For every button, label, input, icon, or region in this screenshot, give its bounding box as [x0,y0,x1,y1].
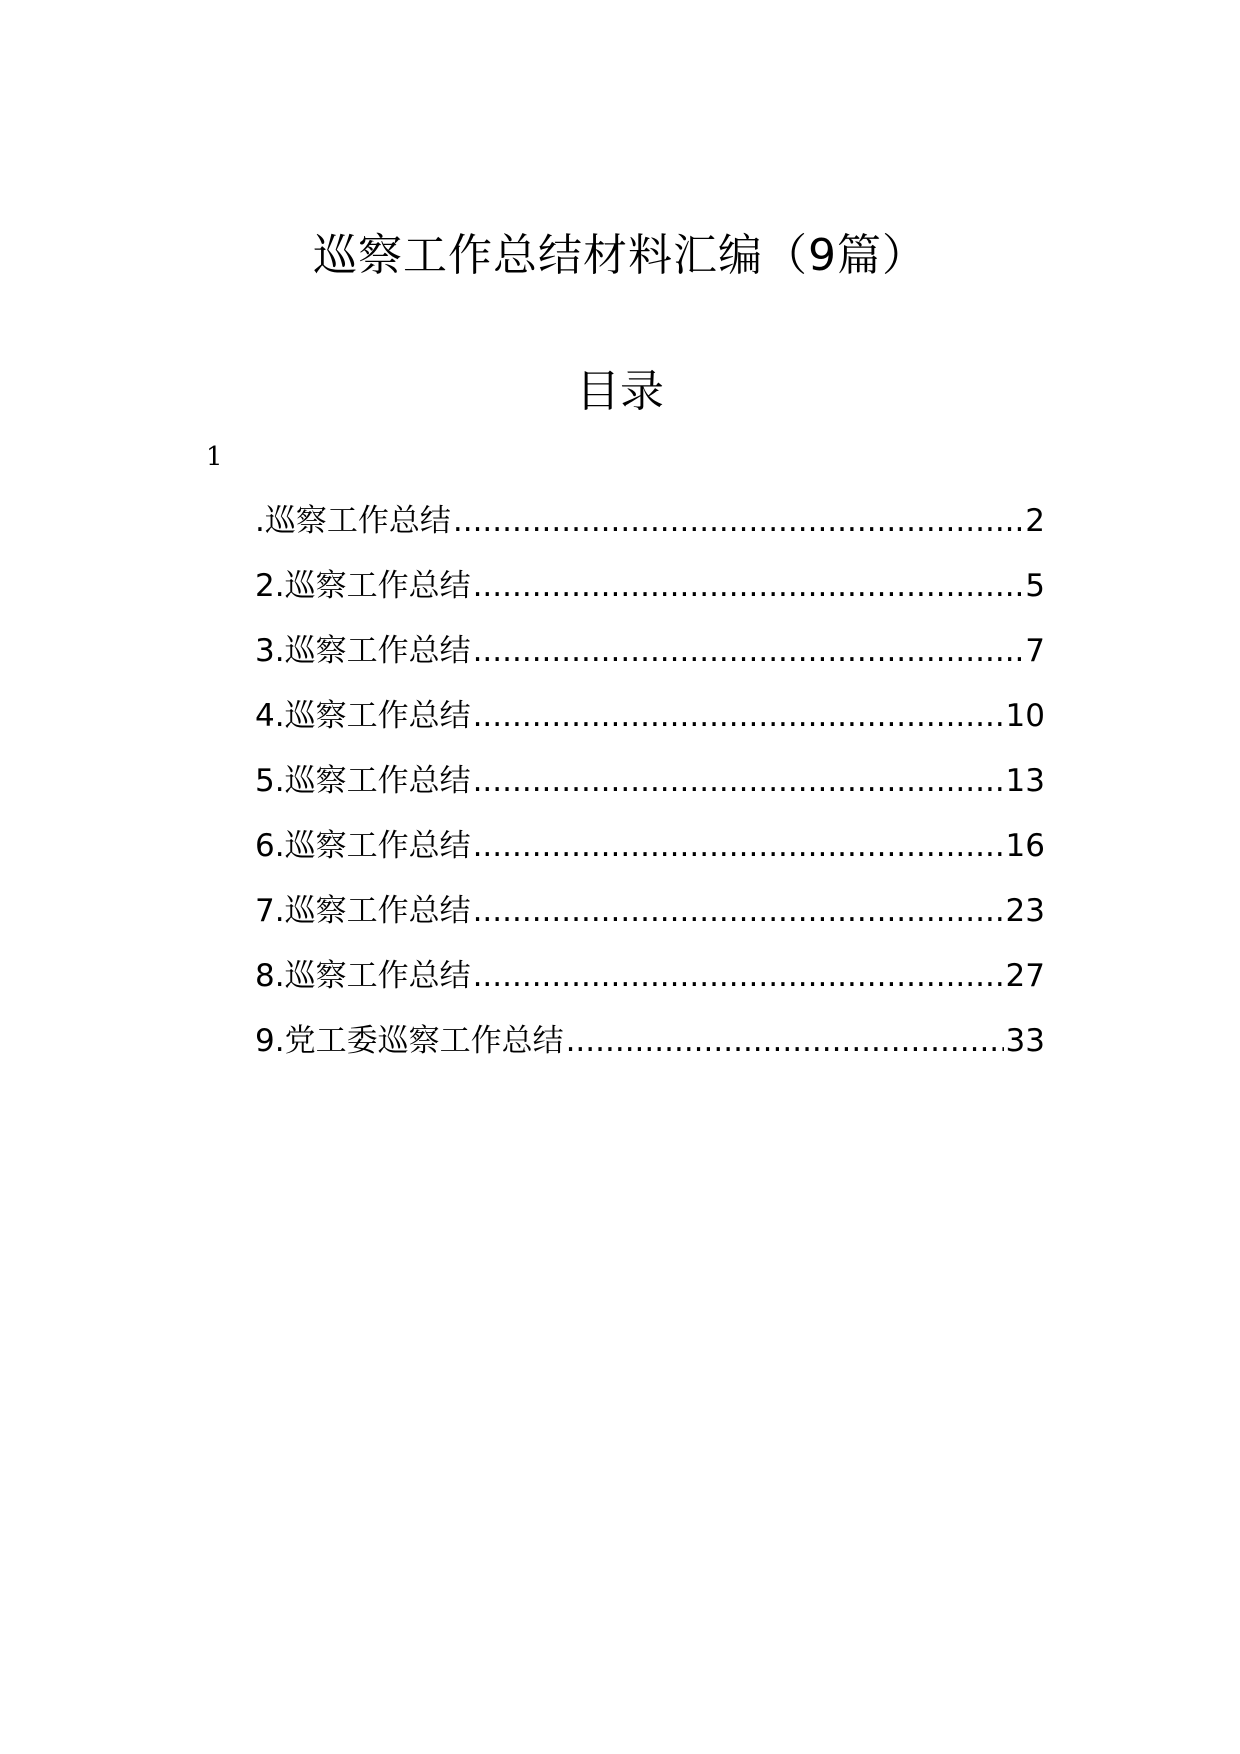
toc-entry[interactable] [255,1021,1045,1086]
toc-heading: 目录 [576,366,664,417]
toc-dot-leader [453,501,1023,541]
toc-entry[interactable] [255,696,1045,761]
toc-entry[interactable] [255,826,1045,891]
toc-entry-label: 8.巡察工作总结 [255,958,471,994]
toc-entry-label: 3.巡察工作总结 [255,633,471,669]
toc-entry[interactable] [255,891,1045,956]
toc-entry-page: 13 [1005,763,1045,799]
toc-entry[interactable] [255,566,1045,631]
toc-entry-label: 6.巡察工作总结 [255,828,471,864]
toc-entry-label: 4.巡察工作总结 [255,698,471,734]
toc-dot-leader [473,566,1024,606]
toc-entry-page: 5 [1025,568,1045,604]
toc-dot-leader [473,826,1004,866]
toc-entry-page: 33 [1005,1023,1045,1059]
toc-entry-page: 23 [1005,893,1045,929]
toc-entry-label: 7.巡察工作总结 [255,893,471,929]
toc-dot-leader [473,631,1024,671]
toc-dot-leader [473,956,1004,996]
toc-entry-page: 7 [1025,633,1045,669]
toc-entry-label: 9.党工委巡察工作总结 [255,1023,564,1059]
toc-entry-page: 16 [1005,828,1045,864]
toc-entry-page: 2 [1025,503,1045,539]
toc-entry[interactable] [255,761,1045,826]
stray-page-number: 1 [206,442,223,472]
toc-entry-label: 2.巡察工作总结 [255,568,471,604]
toc-entry-page: 10 [1005,698,1045,734]
toc-entry[interactable] [255,501,1045,566]
toc-entry-page: 27 [1005,958,1045,994]
toc-entry-label: .巡察工作总结 [255,503,451,539]
toc-dot-leader [566,1021,1004,1061]
toc-entry-label: 5.巡察工作总结 [255,763,471,799]
toc-dot-leader [473,696,1004,736]
toc-entry[interactable] [255,956,1045,1021]
toc-dot-leader [473,891,1004,931]
toc-dot-leader [473,761,1004,801]
toc-entry[interactable] [255,631,1045,696]
document-title: 巡察工作总结材料汇编（9篇） [313,230,927,281]
table-of-contents [255,501,1045,1086]
